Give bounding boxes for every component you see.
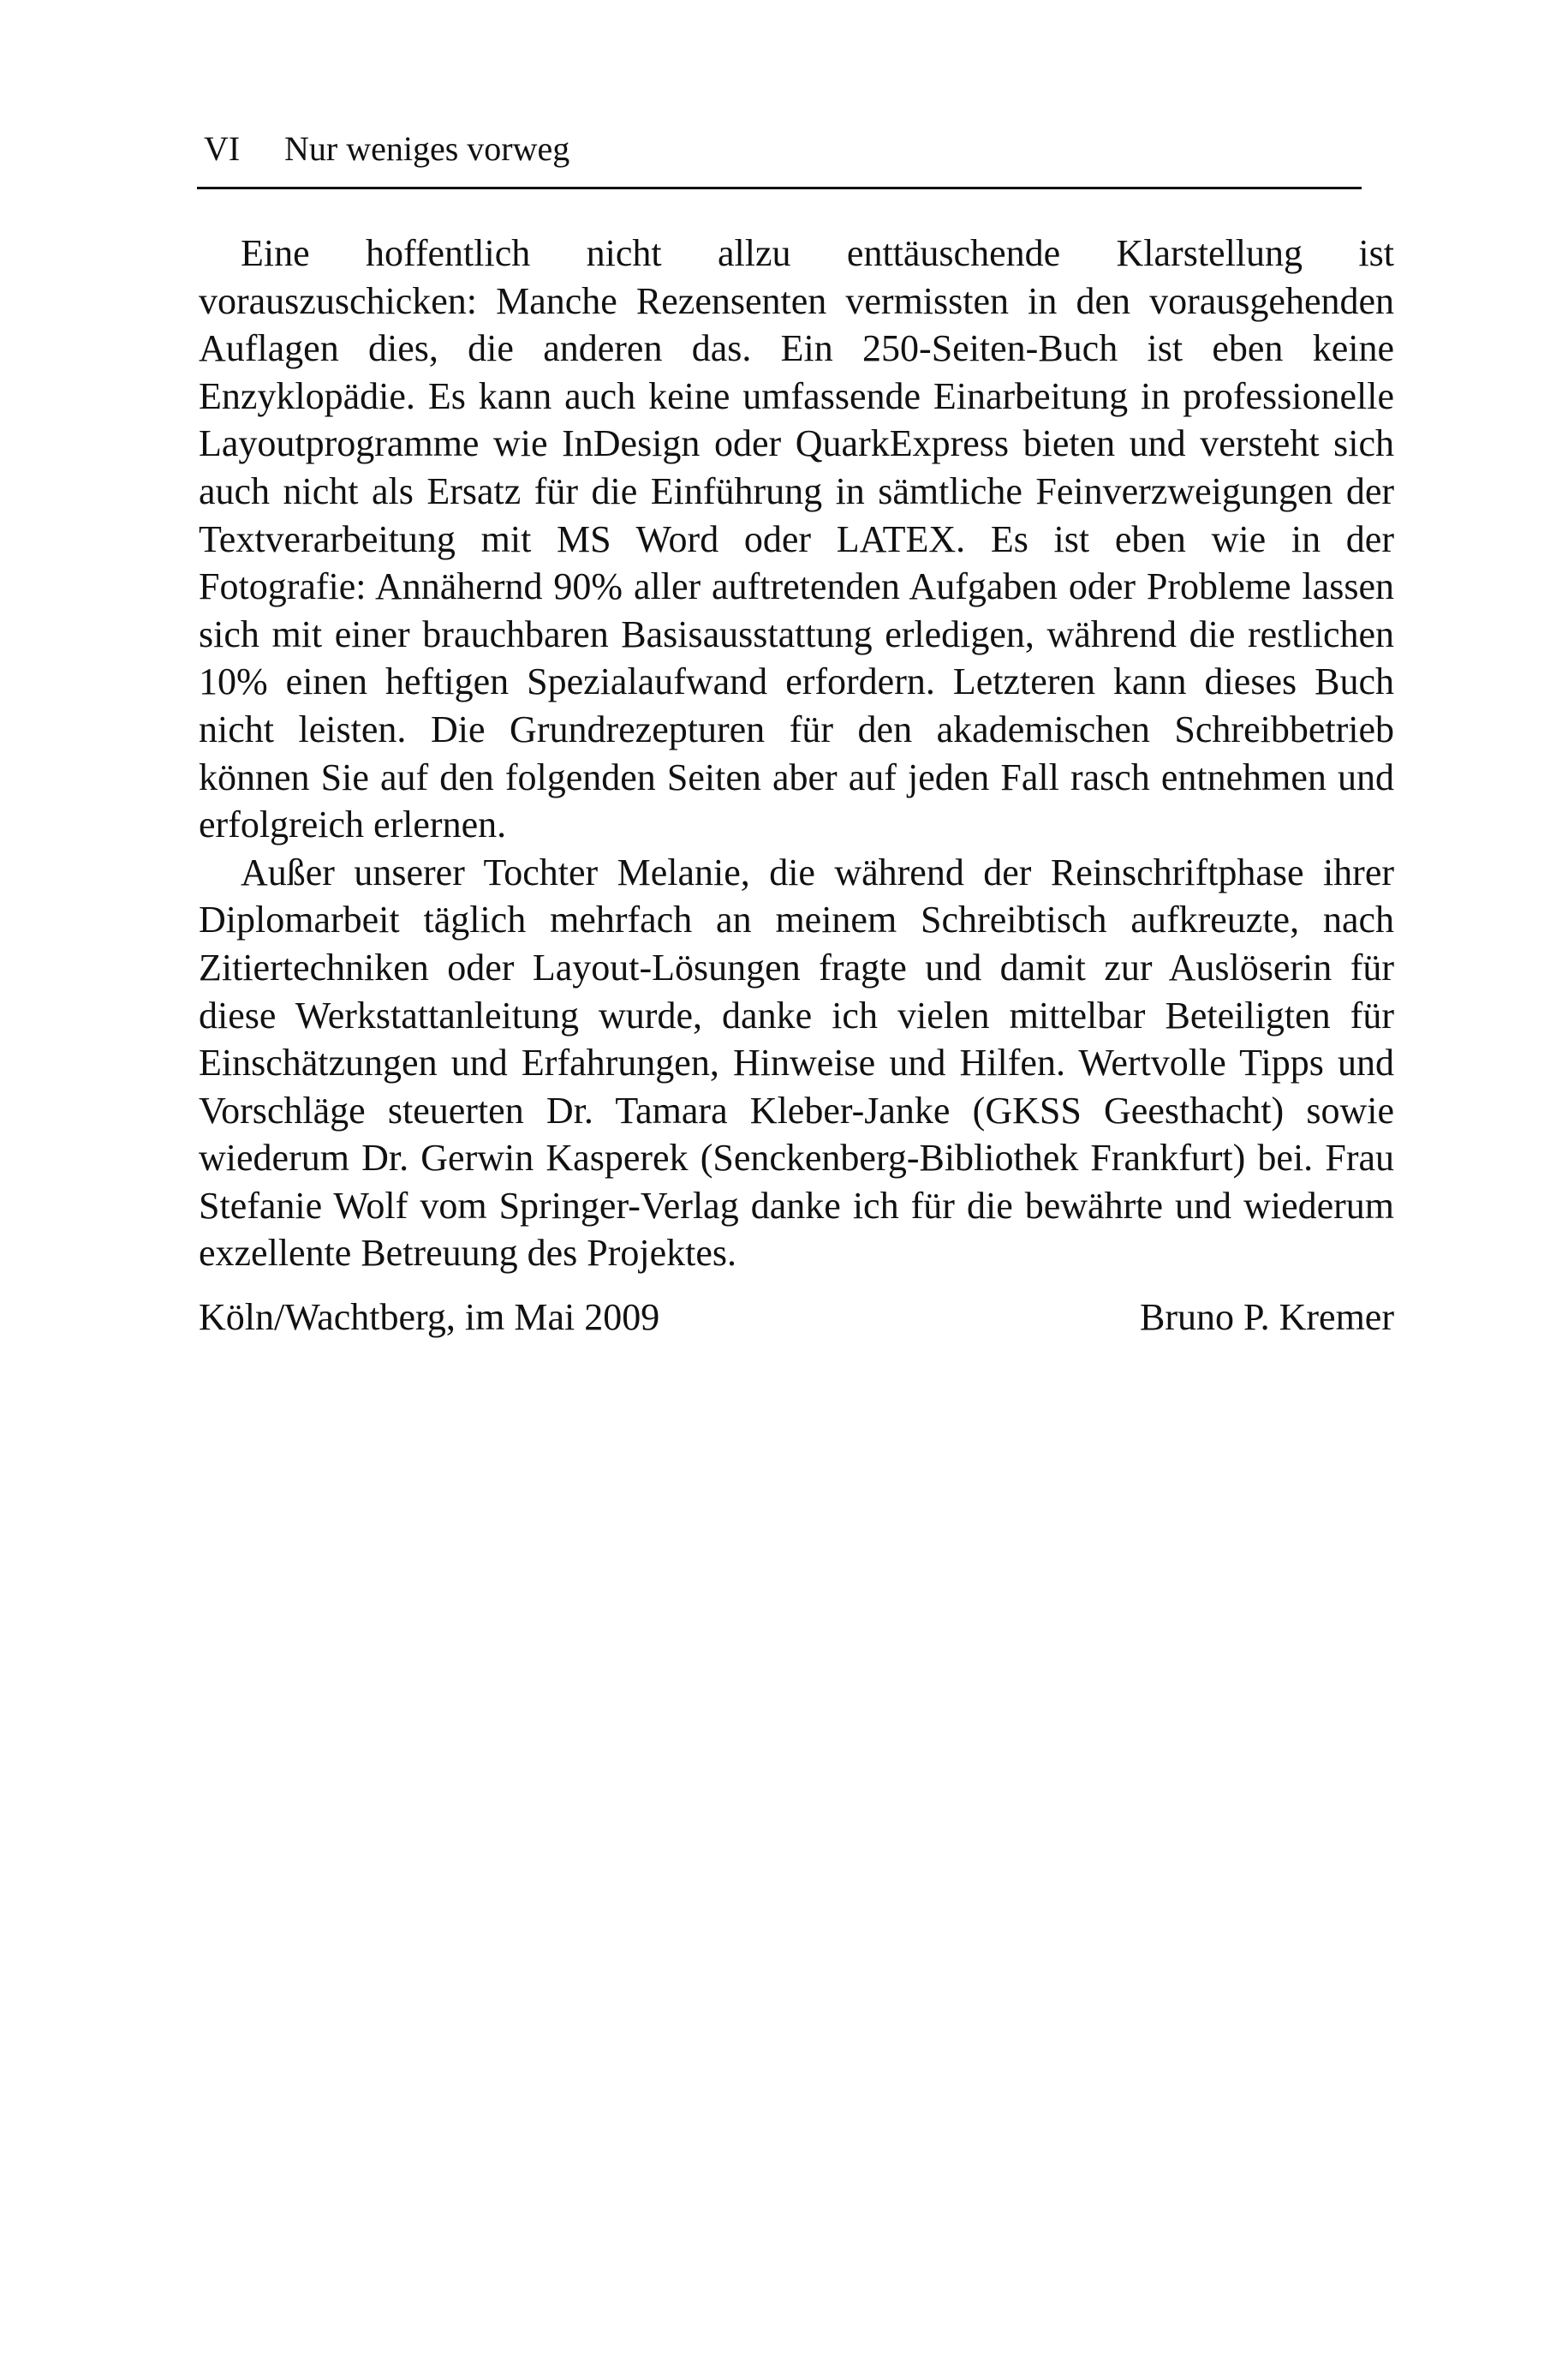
running-header — [197, 120, 1362, 189]
paragraph: Eine hoffentlich nicht allzu enttäuschende Klarstellung ist vorauszuschicken: Manche Rezensenten vermissten in den vorausgehenden Auflagen dies, die anderen das. Ein 250-Seiten-Buch ist eben keine Enzyklopädie. Es kann auch keine umfassende Einarbeitung in professionelle Layoutprogramme wie InDesign oder QuarkExpress bieten und versteht sich auch nicht als Ersatz für die Einführung in sämtliche Feinverzweigungen der Textverarbeitung mit MS Word oder LATEX. Es ist eben wie in der Fotografie: Annähernd 90% aller auftretenden Aufgaben oder Probleme lassen sich mit einer brauchbaren Basisausstattung erledigen, während die restlichen 10% einen heftigen Spezialaufwand erfordern. Letzteren kann dieses Buch nicht leisten. Die Grundrezepturen für den akademischen Schreibbetrieb können Sie auf den folgenden Seiten aber auf jeden Fall rasch entnehmen und erfolgreich erlernen. — [199, 232, 1394, 846]
body-text — [199, 230, 1394, 1277]
author-name: Bruno P. Kremer — [1140, 1296, 1394, 1338]
signature-line — [199, 1294, 1394, 1345]
running-title: Nur weniges vorweg — [284, 129, 570, 168]
page-number: VI — [204, 129, 241, 168]
place-date: Köln/Wachtberg, im Mai 2009 — [199, 1296, 660, 1338]
paragraph: Außer unserer Tochter Melanie, die während der Reinschriftphase ihrer Diplomarbeit täglich mehrfach an meinem Schreibtisch aufkreuzte, nach Zitiertechniken oder Layout-Lösungen fragte und damit zur Auslöserin für diese Werkstattanleitung wurde, danke ich vielen mittelbar Beteiligten für Einschätzungen und Erfahrungen, Hinweise und Hilfen. Wertvolle Tipps und Vorschläge steuerten Dr. Tamara Kleber-Janke (GKSS Geesthacht) sowie wiederum Dr. Gerwin Kasperek (Senckenberg-Bibliothek Frankfurt) bei. Frau Stefanie Wolf vom Springer-Verlag danke ich für die bewährte und wiederum exzellente Betreuung des Projektes. — [199, 851, 1394, 1275]
